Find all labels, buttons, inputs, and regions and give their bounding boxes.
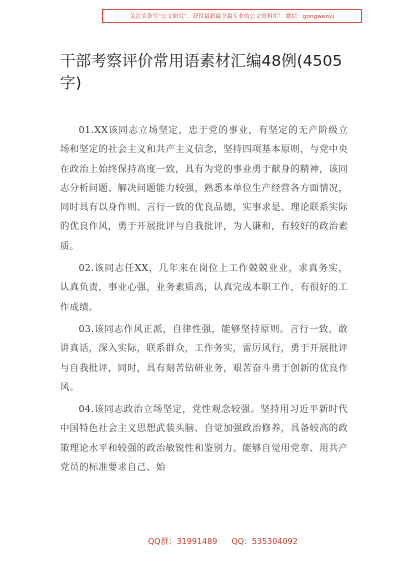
paragraph: 03.该同志作风正派，自律性强，能够坚持原则。言行一致，敢讲真话，深入实际，联系群众，工作务实，雷厉风行，勇于开展批评与自我批评，同时，具有刻苦钻研业务，艰苦奋斗勇于创新的优良作风。: [60, 323, 348, 393]
contact-footer: [148, 536, 298, 547]
paragraph: 02.该同志任XX，几年来在岗位上工作兢兢业业，求真务实，认真负责，事业心强，业务素质高，认真完成本职工作，有很好的工作成绩。: [60, 263, 348, 313]
document-body: [60, 121, 348, 480]
document-title: 干部考察评价常用语素材汇编48例(4505字): [60, 52, 343, 92]
paragraph: 01.XX该同志立场坚定，忠于党的事业，有坚定的无产阶级立场和坚定的社会主义和共产主义信念，坚持四项基本原则，与党中央在政治上始终保持高度一致，具有为党的事业勇于献身的精神，该同志分析问题、解决问题能力较强，熟悉本单位生产经营各方面情况，同时具有以身作则、言行一致的优良品德，实事求是、理论联系实际的优良作风，勇于开展批评与自我批评，为人谦和，有较好的政治素质。: [60, 125, 348, 252]
promo-banner: 关注头条号“公文研究”，获得最新最全最专业的公文资料库！ 微信：gongwenyj: [102, 9, 362, 23]
paragraph: 04.该同志政治立场坚定，党性观念较强。坚持用习近平新时代中国特色社会主义思想武装头脑、自觉加强政治修养，具备较高的政策理论水平和较强的政治敏锐性和鉴别力。能够自觉用党章、用共产党员的标准要求自己、始: [60, 404, 348, 474]
qq-group-label: QQ群：31991489: [148, 537, 218, 546]
qq-contact-label: QQ：535304092: [231, 537, 298, 546]
